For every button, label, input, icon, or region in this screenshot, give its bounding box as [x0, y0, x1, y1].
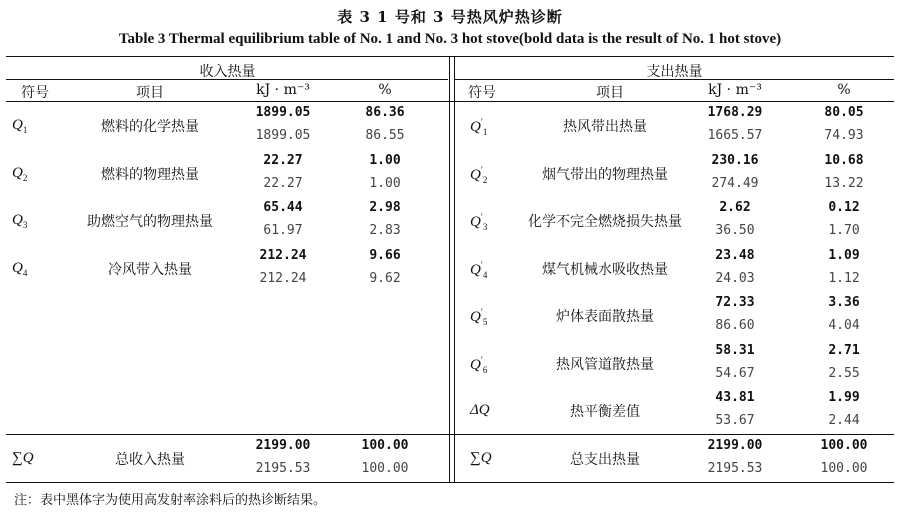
value-pct-no3: 100.00 — [361, 461, 409, 476]
row-item: 热平衡差值 — [570, 404, 640, 420]
right-col-item: 项目 — [596, 85, 624, 101]
value-kj-no3: 274.49 — [711, 175, 759, 191]
value-pct-no3: 2.55 — [828, 365, 860, 381]
value-pct-no1: 1.09 — [828, 247, 860, 263]
symbol-subscript: 5 — [482, 317, 488, 327]
left-col-unit: kJ · m⁻³ — [256, 82, 310, 98]
value-pct-no3: 4.04 — [828, 318, 860, 333]
row-item: 助燃空气的物理热量 — [87, 214, 213, 230]
row-symbol — [12, 260, 27, 278]
value-kj-no3: 1665.57 — [707, 128, 763, 143]
left-col-symbol: 符号 — [21, 85, 49, 101]
value-pct-no1: 100.00 — [820, 438, 868, 453]
value-pct-no1: 86.36 — [365, 105, 405, 120]
left-col-pct: % — [378, 82, 392, 98]
value-pct-no1: 2.98 — [369, 200, 401, 215]
value-kj-no3: 2195.53 — [255, 461, 311, 476]
value-pct-no3: 100.00 — [820, 461, 868, 476]
row-item: 燃料的化学热量 — [101, 119, 199, 135]
top-rule — [6, 56, 894, 57]
value-pct-no3: 74.93 — [824, 128, 864, 143]
value-pct-no3: 13.22 — [824, 175, 864, 191]
value-pct-no1: 80.05 — [824, 105, 864, 120]
symbol-main: Q — [470, 356, 481, 373]
column-divider-2 — [454, 56, 455, 482]
symbol-main: Q — [12, 164, 23, 181]
right-col-pct: % — [837, 82, 851, 98]
value-kj-no3: 53.67 — [715, 413, 755, 428]
value-kj-no1: 22.27 — [263, 152, 303, 168]
value-kj-no3: 86.60 — [715, 318, 755, 333]
row-item: 炉体表面散热量 — [556, 309, 654, 325]
total-rule — [6, 434, 894, 435]
symbol-prime: ′ — [480, 259, 483, 270]
symbol-prime: ′ — [480, 164, 483, 175]
row-item: 热风带出热量 — [563, 119, 647, 135]
symbol-main: Q — [470, 309, 481, 325]
row-item: 煤气机械水吸收热量 — [542, 261, 668, 278]
symbol-main: ∑Q — [12, 450, 34, 466]
symbol-main: Q — [12, 117, 23, 133]
value-pct-no3: 9.62 — [369, 270, 401, 286]
value-pct-no1: 10.68 — [824, 152, 864, 168]
row-item: 冷风带入热量 — [108, 261, 192, 278]
symbol-prime: ′ — [480, 212, 483, 222]
row-symbol — [470, 117, 487, 137]
row-item: 烟气带出的物理热量 — [542, 166, 668, 183]
bottom-rule — [6, 482, 894, 483]
value-kj-no1: 2199.00 — [707, 438, 763, 453]
value-kj-no1: 1768.29 — [707, 105, 763, 120]
row-symbol — [470, 165, 487, 185]
value-pct-no1: 100.00 — [361, 438, 409, 453]
table-title-en: Table 3 Thermal equilibrium table of No. 1 and No. 3 hot stove(bold data is the result of No. 1 hot stove) — [118, 31, 782, 47]
value-pct-no3: 2.83 — [369, 223, 401, 238]
row-item: 化学不完全燃烧损失热量 — [528, 214, 682, 230]
value-pct-no3: 1.70 — [828, 223, 860, 238]
symbol-subscript: 3 — [22, 220, 28, 230]
right-col-symbol: 符号 — [468, 85, 496, 101]
value-kj-no1: 1899.05 — [255, 105, 311, 120]
value-pct-no3: 1.12 — [828, 270, 860, 286]
row-symbol — [12, 165, 27, 183]
value-kj-no1: 58.31 — [715, 342, 755, 358]
value-pct-no3: 86.55 — [365, 128, 405, 143]
value-kj-no1: 43.81 — [715, 390, 755, 405]
value-kj-no3: 2195.53 — [707, 461, 763, 476]
value-kj-no1: 212.24 — [259, 247, 307, 263]
row-item: 总收入热量 — [115, 452, 185, 468]
symbol-subscript: 1 — [22, 125, 28, 135]
row-symbol — [12, 450, 34, 467]
symbol-main: Q — [12, 212, 23, 228]
right-col-unit: kJ · m⁻³ — [708, 82, 762, 98]
symbol-main: ∑Q — [470, 450, 492, 466]
value-pct-no1: 1.00 — [369, 152, 401, 168]
value-pct-no1: 9.66 — [369, 247, 401, 263]
symbol-prime: ′ — [480, 307, 483, 317]
left-col-item: 项目 — [136, 85, 164, 101]
row-symbol — [470, 450, 492, 467]
value-kj-no1: 72.33 — [715, 295, 755, 310]
value-pct-no3: 1.00 — [369, 175, 401, 191]
symbol-main: Q — [470, 166, 481, 183]
row-symbol — [12, 117, 27, 135]
value-kj-no1: 23.48 — [715, 247, 755, 263]
value-pct-no1: 1.99 — [828, 390, 860, 405]
row-item: 热风管道散热量 — [556, 356, 654, 373]
value-pct-no1: 3.36 — [828, 295, 860, 310]
symbol-subscript: 1 — [482, 127, 488, 137]
table-title-cn: 表 3 1 号和 3 号热风炉热诊断 — [337, 8, 563, 26]
income-group-header: 收入热量 — [199, 64, 256, 80]
symbol-subscript: 3 — [482, 222, 488, 232]
value-pct-no1: 0.12 — [828, 200, 860, 215]
row-symbol — [470, 402, 490, 419]
value-kj-no1: 230.16 — [711, 152, 759, 168]
value-kj-no3: 1899.05 — [255, 128, 311, 143]
value-kj-no3: 36.50 — [715, 223, 755, 238]
symbol-subscript: 4 — [482, 269, 488, 280]
symbol-prime: ′ — [480, 354, 483, 365]
row-symbol — [12, 212, 27, 230]
value-kj-no3: 212.24 — [259, 270, 307, 286]
symbol-prime: ′ — [480, 117, 483, 127]
row-symbol — [470, 355, 487, 375]
value-kj-no3: 24.03 — [715, 270, 755, 286]
value-pct-no3: 2.44 — [828, 413, 860, 428]
symbol-subscript: 4 — [22, 267, 28, 278]
expense-group-header: 支出热量 — [646, 64, 703, 80]
symbol-main: Q — [470, 261, 481, 278]
symbol-main: Q — [470, 119, 481, 135]
value-kj-no1: 2.62 — [719, 200, 751, 215]
symbol-main: Q — [470, 214, 481, 230]
symbol-subscript: 2 — [482, 174, 488, 185]
symbol-subscript: 2 — [22, 172, 28, 183]
value-kj-no1: 65.44 — [263, 200, 303, 215]
column-divider-1 — [449, 56, 450, 482]
symbol-subscript: 6 — [482, 364, 488, 375]
row-symbol — [470, 260, 487, 280]
value-kj-no1: 2199.00 — [255, 438, 311, 453]
row-symbol — [470, 307, 487, 327]
symbol-main: ΔQ — [470, 402, 490, 418]
symbol-main: Q — [12, 259, 23, 276]
row-symbol — [470, 212, 487, 232]
row-item: 总支出热量 — [570, 452, 640, 468]
value-kj-no3: 54.67 — [715, 365, 755, 381]
table-note: 注：表中黑体字为使用高发射率涂料后的热诊断结果。 — [14, 493, 327, 508]
value-kj-no3: 22.27 — [263, 175, 303, 191]
value-pct-no1: 2.71 — [828, 342, 860, 358]
value-kj-no3: 61.97 — [263, 223, 303, 238]
row-item: 燃料的物理热量 — [101, 166, 199, 183]
